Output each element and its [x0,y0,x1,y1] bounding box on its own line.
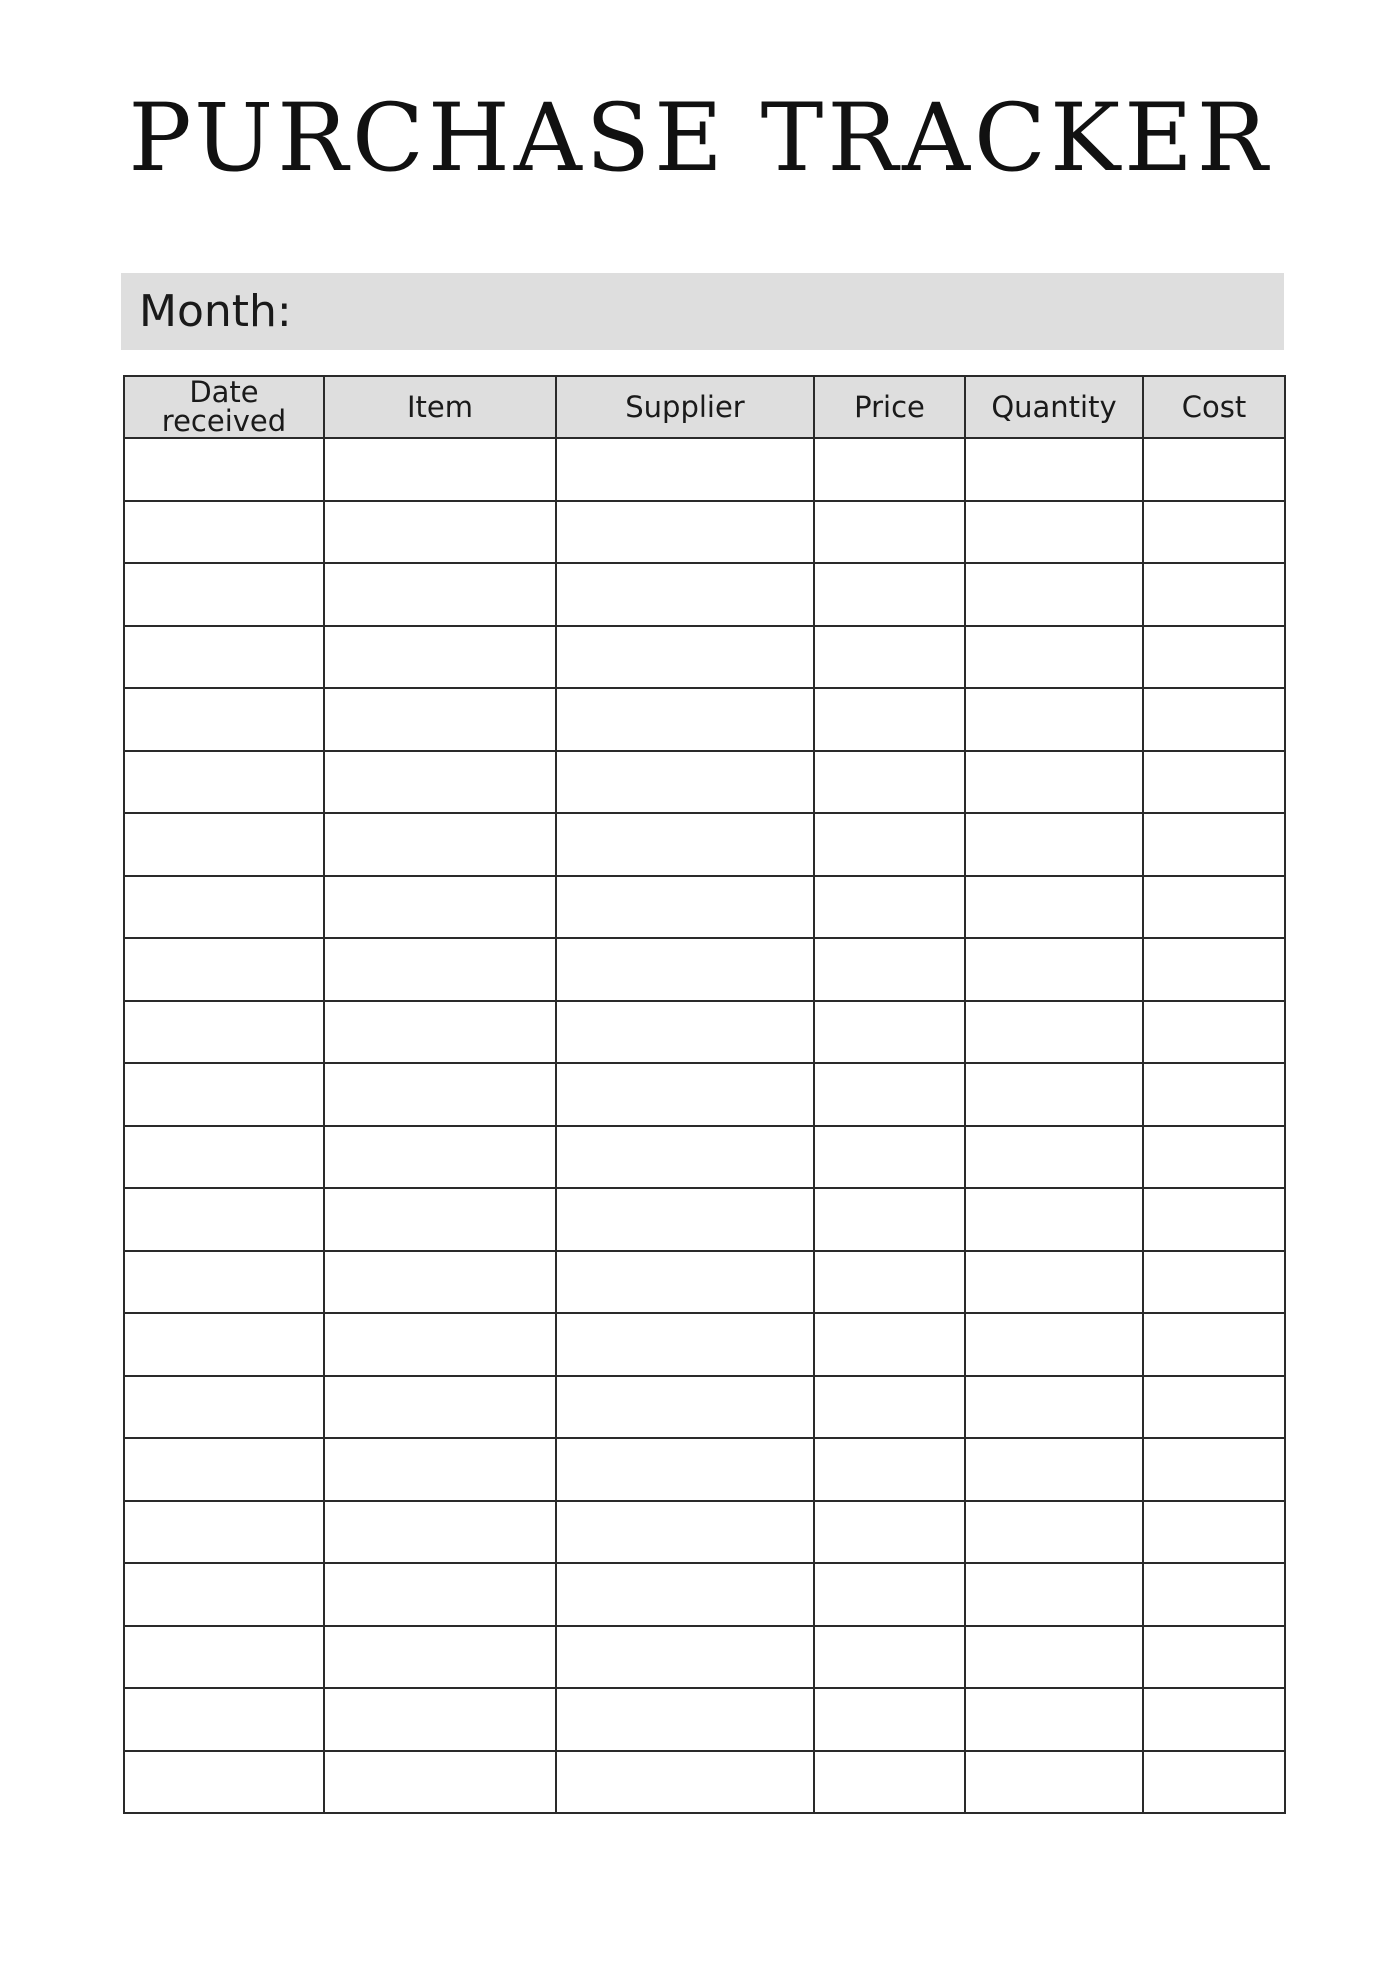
cell-price[interactable] [814,1688,965,1751]
cell-quantity[interactable] [965,1126,1143,1189]
cell-quantity[interactable] [965,1501,1143,1564]
cell-price[interactable] [814,563,965,626]
cell-price[interactable] [814,1188,965,1251]
cell-item[interactable] [324,1438,556,1501]
cell-date-received[interactable] [124,1001,324,1064]
cell-date-received[interactable] [124,1126,324,1189]
cell-cost[interactable] [1143,1376,1285,1439]
cell-supplier[interactable] [556,813,814,876]
cell-price[interactable] [814,1126,965,1189]
cell-quantity[interactable] [965,751,1143,814]
cell-price[interactable] [814,876,965,939]
cell-date-received[interactable] [124,1563,324,1626]
purchase-table [123,375,1286,1814]
cell-cost[interactable] [1143,876,1285,939]
cell-supplier[interactable] [556,1251,814,1314]
cell-quantity[interactable] [965,563,1143,626]
cell-cost[interactable] [1143,688,1285,751]
table-header-row [124,376,1285,438]
cell-item[interactable] [324,563,556,626]
cell-date-received[interactable] [124,1688,324,1751]
cell-cost[interactable] [1143,563,1285,626]
cell-item[interactable] [324,1626,556,1689]
cell-quantity[interactable] [965,1438,1143,1501]
table-row [124,876,1285,939]
cell-quantity[interactable] [965,1188,1143,1251]
cell-supplier[interactable] [556,751,814,814]
table-row [124,1251,1285,1314]
cell-cost[interactable] [1143,438,1285,501]
cell-supplier[interactable] [556,876,814,939]
cell-cost[interactable] [1143,1751,1285,1814]
cell-price[interactable] [814,1751,965,1814]
month-label: Month: [139,286,292,337]
cell-date-received[interactable] [124,1376,324,1439]
cell-supplier[interactable] [556,1626,814,1689]
cell-cost[interactable] [1143,1626,1285,1689]
column-header-price: Price [814,376,965,438]
cell-cost[interactable] [1143,938,1285,1001]
cell-quantity[interactable] [965,438,1143,501]
cell-price[interactable] [814,751,965,814]
month-field[interactable] [121,273,1284,350]
cell-quantity[interactable] [965,1251,1143,1314]
cell-item[interactable] [324,501,556,564]
cell-supplier[interactable] [556,1751,814,1814]
cell-item[interactable] [324,813,556,876]
table-body [124,438,1285,1813]
cell-cost[interactable] [1143,501,1285,564]
cell-price[interactable] [814,1563,965,1626]
cell-price[interactable] [814,688,965,751]
cell-quantity[interactable] [965,1313,1143,1376]
cell-quantity[interactable] [965,1376,1143,1439]
cell-cost[interactable] [1143,1563,1285,1626]
cell-cost[interactable] [1143,813,1285,876]
cell-item[interactable] [324,938,556,1001]
cell-cost[interactable] [1143,1001,1285,1064]
cell-item[interactable] [324,1001,556,1064]
cell-quantity[interactable] [965,1063,1143,1126]
cell-item[interactable] [324,1501,556,1564]
cell-date-received[interactable] [124,438,324,501]
cell-price[interactable] [814,813,965,876]
cell-cost[interactable] [1143,1438,1285,1501]
cell-supplier[interactable] [556,501,814,564]
table-row [124,813,1285,876]
cell-price[interactable] [814,1313,965,1376]
cell-date-received[interactable] [124,501,324,564]
table-row [124,626,1285,689]
cell-price[interactable] [814,626,965,689]
cell-date-received[interactable] [124,751,324,814]
table-row [124,1501,1285,1564]
cell-price[interactable] [814,1438,965,1501]
cell-item[interactable] [324,876,556,939]
cell-quantity[interactable] [965,876,1143,939]
cell-date-received[interactable] [124,626,324,689]
cell-supplier[interactable] [556,1063,814,1126]
cell-quantity[interactable] [965,1563,1143,1626]
cell-cost[interactable] [1143,751,1285,814]
cell-supplier[interactable] [556,1563,814,1626]
cell-item[interactable] [324,1688,556,1751]
cell-supplier[interactable] [556,1313,814,1376]
cell-quantity[interactable] [965,1688,1143,1751]
table-row [124,1188,1285,1251]
cell-date-received[interactable] [124,1251,324,1314]
cell-item[interactable] [324,1251,556,1314]
cell-item[interactable] [324,1563,556,1626]
table-row [124,1563,1285,1626]
cell-date-received[interactable] [124,938,324,1001]
cell-supplier[interactable] [556,438,814,501]
table-row [124,1688,1285,1751]
cell-supplier[interactable] [556,1188,814,1251]
cell-supplier[interactable] [556,563,814,626]
table-row [124,1313,1285,1376]
cell-item[interactable] [324,626,556,689]
cell-item[interactable] [324,1751,556,1814]
table-row [124,1751,1285,1814]
cell-cost[interactable] [1143,1188,1285,1251]
cell-quantity[interactable] [965,1626,1143,1689]
cell-cost[interactable] [1143,1313,1285,1376]
cell-cost[interactable] [1143,1126,1285,1189]
column-header-cost: Cost [1143,376,1285,438]
cell-item[interactable] [324,438,556,501]
cell-supplier[interactable] [556,688,814,751]
column-header-supplier: Supplier [556,376,814,438]
cell-date-received[interactable] [124,876,324,939]
column-header-quantity: Quantity [965,376,1143,438]
cell-item[interactable] [324,1313,556,1376]
table-row [124,1626,1285,1689]
cell-supplier[interactable] [556,938,814,1001]
cell-item[interactable] [324,1126,556,1189]
cell-price[interactable] [814,1001,965,1064]
cell-item[interactable] [324,751,556,814]
cell-supplier[interactable] [556,626,814,689]
cell-price[interactable] [814,1626,965,1689]
cell-quantity[interactable] [965,501,1143,564]
cell-cost[interactable] [1143,1063,1285,1126]
cell-price[interactable] [814,938,965,1001]
cell-cost[interactable] [1143,1251,1285,1314]
cell-quantity[interactable] [965,1001,1143,1064]
cell-price[interactable] [814,1501,965,1564]
table-row [124,1438,1285,1501]
column-header-date-received: Date received [124,376,324,438]
table-row [124,938,1285,1001]
table-row [124,751,1285,814]
table-row [124,1063,1285,1126]
cell-price[interactable] [814,501,965,564]
cell-quantity[interactable] [965,938,1143,1001]
cell-supplier[interactable] [556,1001,814,1064]
cell-price[interactable] [814,1376,965,1439]
table-row [124,688,1285,751]
cell-quantity[interactable] [965,1751,1143,1814]
table-row [124,501,1285,564]
cell-date-received[interactable] [124,1313,324,1376]
cell-date-received[interactable] [124,688,324,751]
cell-date-received[interactable] [124,1751,324,1814]
cell-cost[interactable] [1143,1688,1285,1751]
cell-date-received[interactable] [124,1438,324,1501]
cell-date-received[interactable] [124,1626,324,1689]
cell-supplier[interactable] [556,1376,814,1439]
cell-date-received[interactable] [124,563,324,626]
cell-price[interactable] [814,438,965,501]
cell-supplier[interactable] [556,1126,814,1189]
table-row [124,1001,1285,1064]
cell-supplier[interactable] [556,1501,814,1564]
cell-item[interactable] [324,1188,556,1251]
cell-item[interactable] [324,1376,556,1439]
cell-supplier[interactable] [556,1438,814,1501]
cell-price[interactable] [814,1251,965,1314]
column-header-item: Item [324,376,556,438]
table-row [124,438,1285,501]
page-title: PURCHASE TRACKER [128,84,1272,193]
cell-cost[interactable] [1143,626,1285,689]
cell-quantity[interactable] [965,626,1143,689]
cell-quantity[interactable] [965,813,1143,876]
cell-date-received[interactable] [124,1063,324,1126]
cell-quantity[interactable] [965,688,1143,751]
cell-cost[interactable] [1143,1501,1285,1564]
table-row [124,563,1285,626]
table-row [124,1376,1285,1439]
cell-date-received[interactable] [124,813,324,876]
table-row [124,1126,1285,1189]
cell-date-received[interactable] [124,1188,324,1251]
cell-supplier[interactable] [556,1688,814,1751]
cell-date-received[interactable] [124,1501,324,1564]
cell-item[interactable] [324,1063,556,1126]
cell-price[interactable] [814,1063,965,1126]
cell-item[interactable] [324,688,556,751]
